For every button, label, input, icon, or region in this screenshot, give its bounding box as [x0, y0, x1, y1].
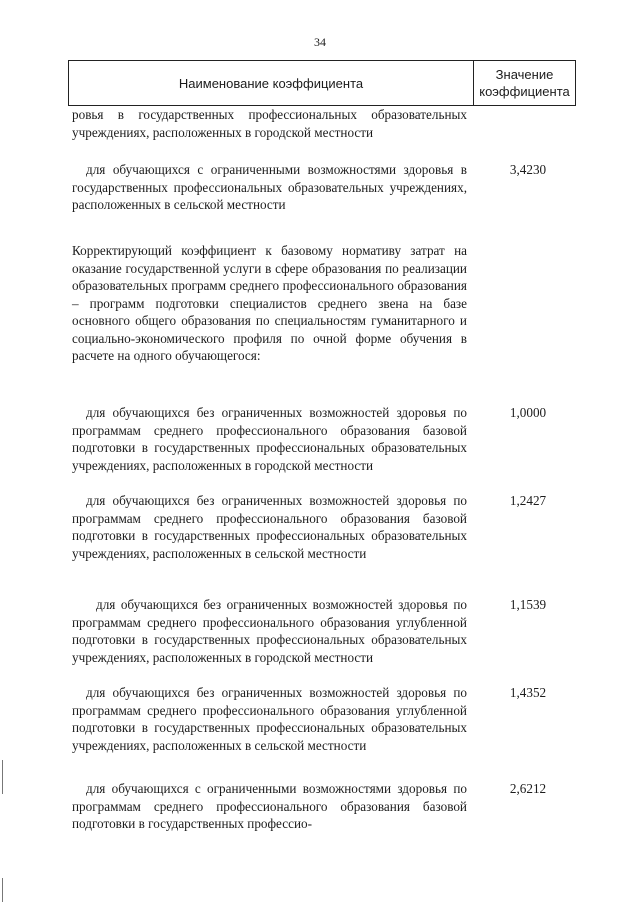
row-text-disabled-basic: для обучающихся с ограниченными возможностями здоровья по программам среднего профессионального образования базовой подготовки в государственных профессио-: [72, 781, 467, 831]
row-value-basic-urban: 1,0000: [509, 405, 547, 420]
row-text-advanced-urban: для обучающихся без ограниченных возможностей здоровья по программам среднего профессионального образования углубленной подготовки в государственных профессиональных образовательных учреждениях, расположенных в городской местности: [72, 597, 467, 665]
row-value-disabled-rural: 3,4230: [509, 162, 547, 177]
page-number: 34: [314, 35, 326, 49]
scan-edge-mark: [2, 878, 3, 902]
row-text-basic-urban: для обучающихся без ограниченных возможностей здоровья по программам среднего профессионального образования базовой подготовки в государственных профессиональных образовательных учреждениях, расположенных в городской местности: [72, 405, 467, 473]
column-header-name: Наименование коэффициента: [69, 61, 474, 105]
row-text-continuation: ровья в государственных профессиональных образовательных учреждениях, расположенных в городской местности: [72, 107, 467, 140]
row-value-disabled-basic: 2,6212: [509, 781, 547, 796]
column-header-value-line1: Значение: [495, 67, 554, 82]
column-header-value-line2: коэффициента: [479, 84, 570, 99]
row-text-disabled-rural: для обучающихся с ограниченными возможностями здоровья в государственных профессиональных образовательных учреждениях, расположенных в сельской местности: [72, 162, 467, 212]
table-header: [68, 60, 576, 106]
coefficient-description: Корректирующий коэффициент к базовому нормативу затрат на оказание государственной услуги в сфере образования по реализации образовательных программ среднего профессионального образования – программ подготовки специалистов среднего звена на базе основного общего образования по специальностям гуманитарного и социально-экономического профиля по очной форме обучения в расчете на одного обучающегося:: [72, 243, 467, 363]
row-text-basic-rural: для обучающихся без ограниченных возможностей здоровья по программам среднего профессионального образования базовой подготовки в государственных профессиональных образовательных учреждениях, расположенных в сельской местности: [72, 493, 467, 561]
row-value-basic-rural: 1,2427: [509, 493, 547, 508]
column-header-value: [474, 61, 575, 105]
row-text-advanced-rural: для обучающихся без ограниченных возможностей здоровья по программам среднего профессионального образования углубленной подготовки в государственных профессиональных образовательных учреждениях, расположенных в сельской местности: [72, 685, 467, 753]
row-value-advanced-rural: 1,4352: [509, 685, 547, 700]
scan-edge-mark: [2, 760, 3, 794]
row-value-advanced-urban: 1,1539: [509, 597, 547, 612]
